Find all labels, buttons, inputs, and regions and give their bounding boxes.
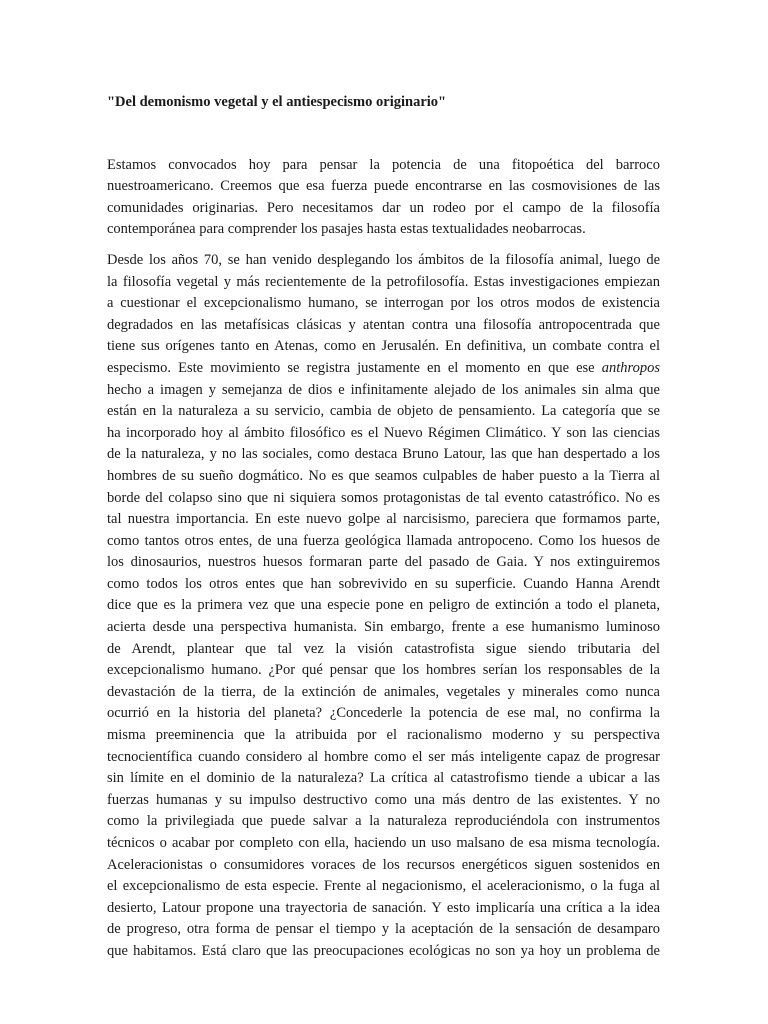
text-line: dice que es la primera vez que una especie pone en peligro de extinción a todo el planeta,: [107, 597, 660, 614]
text-line: de Arendt, plantear que tal vez la visión catastrofista sigue siendo tributaria del: [107, 640, 660, 657]
text-line-with-italic: [107, 358, 660, 380]
text-line: de progreso, otra forma de pensar el tiempo y la aceptación de la sensación de desamparo: [107, 921, 660, 938]
text-line: Aceleracionistas o consumidores voraces de los recursos energéticos siguen sostenidos en: [107, 856, 660, 873]
text-line: misma preeminencia que la atribuida por el racionalismo moderno y su perspectiva: [107, 727, 660, 744]
text-line: excepcionalismo humano. ¿Por qué pensar que los hombres serían los responsables de la: [107, 662, 660, 679]
text-line: de la naturaleza, y no las sociales, como destaca Bruno Latour, las que han despertado a los: [107, 446, 660, 463]
text-segment: especismo. Este movimiento se registra justamente en el momento en que ese: [107, 359, 602, 376]
text-line: hombres de su sueño dogmático. No es que seamos culpables de haber puesto a la Tierra al: [107, 467, 660, 484]
italic-term: anthropos: [601, 359, 660, 376]
text-line: nuestroamericano. Creemos que esa fuerza puede encontrarse en las cosmovisiones de las: [107, 178, 660, 195]
text-line: tal nuestra importancia. En este nuevo golpe al narcisismo, pareciera que formamos parte,: [107, 511, 660, 528]
text-line: Desde los años 70, se han venido desplegando los ámbitos de la filosofía animal, luego de: [107, 251, 660, 268]
text-line: desierto, Latour propone una trayectoria de sanación. Y esto implicaría una crítica a la idea: [107, 899, 660, 916]
text-line: como la privilegiada que puede salvar a la naturaleza reproduciéndola con instrumentos: [107, 813, 660, 830]
text-line: acierta desde una perspectiva humanista. Sin embargo, frente a ese humanismo luminoso: [107, 619, 660, 636]
paragraph-1: [107, 155, 660, 241]
text-line: comunidades originarias. Pero necesitamos dar un rodeo por el campo de la filosofía: [107, 199, 660, 216]
text-line: contemporánea para comprender los pasajes hasta estas textualidades neobarrocas.: [107, 221, 586, 238]
text-line: devastación de la tierra, de la extinción de animales, vegetales y minerales como nunca: [107, 683, 660, 700]
text-line: ha incorporado hoy al ámbito filosófico es el Nuevo Régimen Climático. Y son las ciencias: [107, 424, 660, 441]
paragraph-2: [107, 250, 660, 963]
text-line: como todos los otros entes que han sobrevivido en su superficie. Cuando Hanna Arendt: [107, 575, 660, 592]
text-line: degradados en las metafísicas clásicas y atentan contra una filosofía antropocentrada que: [107, 316, 660, 333]
document-title: "Del demonismo vegetal y el antiespecismo originario": [107, 94, 447, 110]
text-line: sin límite en el dominio de la naturaleza? La crítica al catastrofismo tiende a ubicar a las: [107, 770, 660, 787]
text-line: hecho a imagen y semejanza de dios e infinitamente alejado de los animales sin alma que: [107, 381, 660, 398]
text-line: la filosofía vegetal y más recientemente de la petrofilosofía. Estas investigaciones empiezan: [107, 273, 660, 290]
text-line: técnicos o acabar por completo con ella, haciendo un uso malsano de esa misma tecnología.: [107, 835, 660, 851]
text-line: tecnocientífica cuando considero al hombre como el ser más inteligente capaz de progresar: [107, 748, 660, 765]
text-line: ocurrió en la historia del planeta? ¿Concederle la potencia de ese mal, no confirma la: [107, 705, 660, 722]
text-line: los dinosaurios, nuestros huesos formaran parte del pasado de Gaia. Y nos extinguiremos: [107, 554, 660, 571]
text-line: fuerzas humanas y su impulso destructivo como una más dentro de las existentes. Y no: [107, 791, 660, 808]
text-line: borde del colapso sino que ni siquiera somos protagonistas de tal evento catastrófico. No es: [107, 489, 660, 506]
text-line: están en la naturaleza a su servicio, cambia de objeto de pensamiento. La categoría que se: [107, 403, 660, 420]
document-body: [107, 92, 660, 972]
text-line: Estamos convocados hoy para pensar la potencia de una fitopoética del barroco: [107, 156, 660, 173]
text-line: a cuestionar el excepcionalismo humano, se interrogan por los otros modos de existencia: [107, 295, 660, 312]
text-line: que habitamos. Está claro que las preocupaciones ecológicas no son ya hoy un problema de: [107, 942, 660, 959]
text-line: el excepcionalismo de esta especie. Frente al negacionismo, el aceleracionismo, o la fuga al: [107, 878, 660, 895]
text-line: tiene sus orígenes tanto en Atenas, como en Jerusalén. En definitiva, un combate contra el: [107, 338, 660, 355]
text-line: como tantos otros entes, de una fuerza geológica llamada antropoceno. Como los huesos de: [107, 532, 660, 549]
